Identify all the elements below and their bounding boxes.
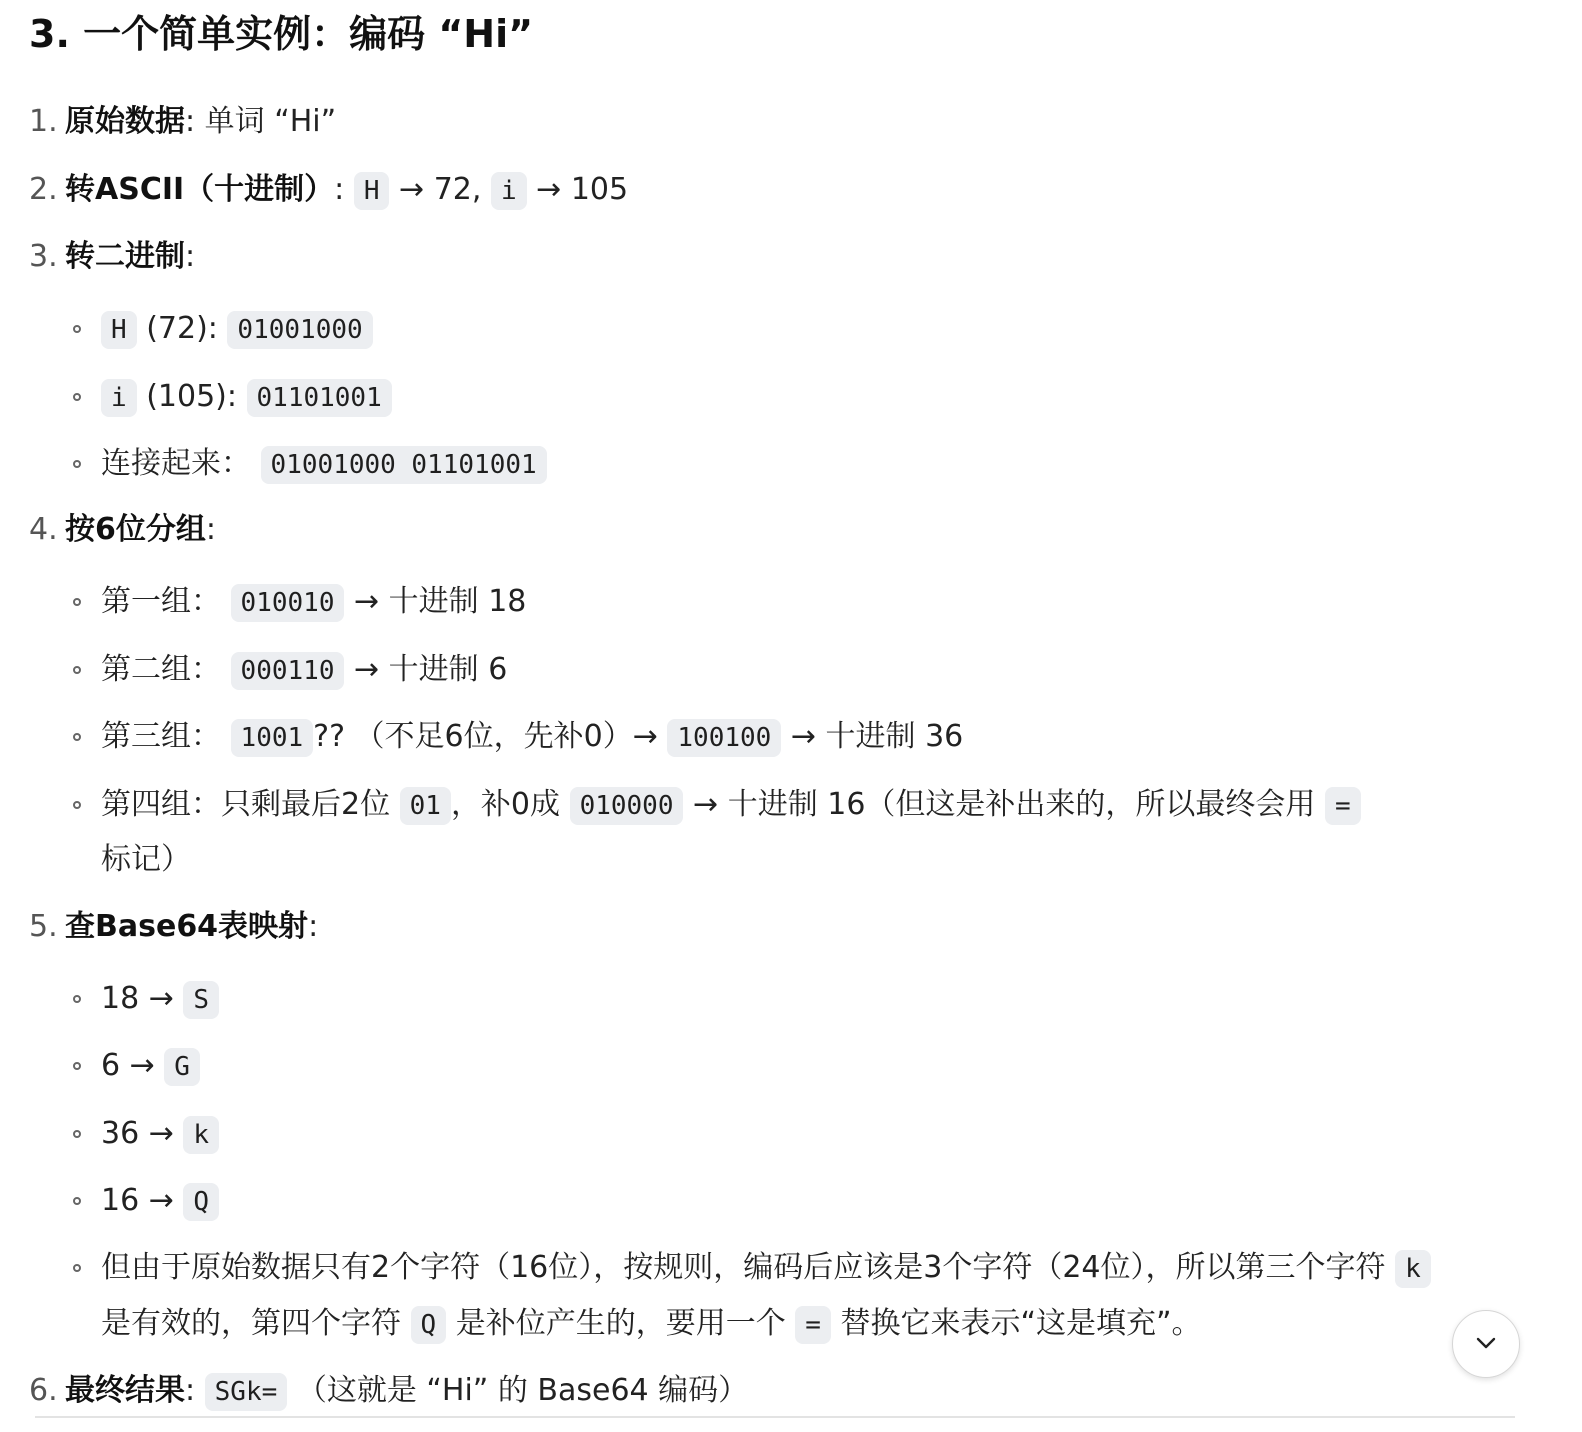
list-item xyxy=(101,785,1361,826)
list-item xyxy=(101,309,373,350)
item-text: 16 → xyxy=(101,1183,184,1218)
bullet-icon xyxy=(73,598,81,606)
bullet-icon xyxy=(73,995,81,1003)
list-item xyxy=(101,1248,1431,1289)
list-item xyxy=(101,444,547,485)
scroll-to-bottom-button[interactable] xyxy=(1452,1310,1520,1378)
list-item xyxy=(101,1046,200,1087)
step-label: 最终结果 xyxy=(65,1373,185,1408)
item-text: 标记） xyxy=(101,842,191,877)
list-item-continuation xyxy=(101,840,191,880)
separator: : xyxy=(185,104,205,139)
item-text: → 十进制 16（但这是补出来的，所以最终会用 xyxy=(683,787,1325,822)
list-item xyxy=(101,979,219,1020)
code-inline: k xyxy=(1395,1250,1431,1288)
item-text: 是有效的，第四个字符 xyxy=(101,1306,411,1341)
step-label: 按6位分组 xyxy=(65,512,206,547)
step-label: 查Base64表映射 xyxy=(65,909,309,944)
bullet-icon xyxy=(73,733,81,741)
code-inline: i xyxy=(101,379,137,417)
code-inline: 010000 xyxy=(570,787,684,825)
item-text: → 十进制 18 xyxy=(344,584,527,619)
bullet-icon xyxy=(73,460,81,468)
code-inline: 01001000 xyxy=(227,311,372,349)
list-item xyxy=(101,582,526,623)
list-item-continuation xyxy=(101,1304,1202,1345)
item-text: 36 → xyxy=(101,1116,184,1151)
step-label: 转ASCII（十进制） xyxy=(65,172,335,207)
section-heading: 3. 一个简单实例：编码 “Hi” xyxy=(29,12,534,56)
item-text: 第三组： xyxy=(101,719,231,754)
code-inline: 01101001 xyxy=(247,379,392,417)
code-inline: 000110 xyxy=(231,652,345,690)
divider xyxy=(35,1416,1515,1418)
bullet-icon xyxy=(73,393,81,401)
code-inline: = xyxy=(795,1306,831,1344)
code-inline: 1001 xyxy=(231,719,314,757)
code-inline: 01 xyxy=(400,787,451,825)
bullet-icon xyxy=(73,666,81,674)
code-inline: k xyxy=(183,1116,219,1154)
code-inline: SGk= xyxy=(205,1373,288,1411)
step-text: → 72, xyxy=(389,172,491,207)
list-item xyxy=(101,650,507,691)
bullet-icon xyxy=(73,801,81,809)
step-5 xyxy=(29,907,318,947)
list-number: 1. xyxy=(29,104,58,139)
bullet-icon xyxy=(73,1130,81,1138)
list-item xyxy=(101,717,963,758)
step-6 xyxy=(29,1371,748,1412)
list-number: 2. xyxy=(29,172,58,207)
item-text: ，补0成 xyxy=(450,787,570,822)
separator: : xyxy=(334,172,354,207)
item-text: 但由于原始数据只有2个字符（16位），按规则，编码后应该是3个字符（24位），所以第三个字符 xyxy=(101,1250,1396,1285)
step-label: 转二进制 xyxy=(65,239,185,274)
item-text: 6 → xyxy=(101,1048,165,1083)
chevron-down-icon xyxy=(1475,1335,1497,1354)
item-text: (105): xyxy=(136,379,247,414)
item-text: 连接起来： xyxy=(101,446,261,481)
step-4 xyxy=(29,510,216,550)
code-inline: 01001000 01101001 xyxy=(261,446,547,484)
separator: : xyxy=(185,239,196,274)
list-number: 6. xyxy=(29,1373,58,1408)
list-number: 5. xyxy=(29,909,58,944)
item-text: → 十进制 36 xyxy=(781,719,964,754)
step-label: 原始数据 xyxy=(65,104,185,139)
item-text: 18 → xyxy=(101,981,184,1016)
code-inline: Q xyxy=(183,1183,219,1221)
step-text: （这就是 “Hi” 的 Base64 编码） xyxy=(287,1373,749,1408)
code-inline: i xyxy=(491,172,527,210)
item-text: 第一组： xyxy=(101,584,231,619)
separator: : xyxy=(185,1373,205,1408)
item-text: 是补位产生的，要用一个 xyxy=(446,1306,796,1341)
step-text: 单词 “Hi” xyxy=(204,104,337,139)
list-item xyxy=(101,377,392,418)
item-text: 替换它来表示“这是填充”。 xyxy=(830,1306,1202,1341)
separator: : xyxy=(308,909,319,944)
step-text: → 105 xyxy=(526,172,629,207)
list-item xyxy=(101,1181,219,1222)
list-number: 4. xyxy=(29,512,58,547)
item-text: → 十进制 6 xyxy=(344,652,508,687)
code-inline: 100100 xyxy=(667,719,781,757)
step-1 xyxy=(29,102,336,142)
bullet-icon xyxy=(73,1062,81,1070)
bullet-icon xyxy=(73,1264,81,1272)
code-inline: Q xyxy=(411,1306,447,1344)
code-inline: H xyxy=(354,172,390,210)
list-number: 3. xyxy=(29,239,58,274)
item-text: 第二组： xyxy=(101,652,231,687)
item-text: (72): xyxy=(136,311,228,346)
bullet-icon xyxy=(73,1197,81,1205)
item-text: 第四组：只剩最后2位 xyxy=(101,787,400,822)
list-item xyxy=(101,1114,219,1155)
item-text: ?? （不足6位，先补0）→ xyxy=(313,719,668,754)
code-inline: G xyxy=(164,1048,200,1086)
step-2 xyxy=(29,170,628,211)
code-inline: = xyxy=(1325,787,1361,825)
code-inline: 010010 xyxy=(231,584,345,622)
code-inline: S xyxy=(183,981,219,1019)
step-3 xyxy=(29,237,195,277)
bullet-icon xyxy=(73,325,81,333)
separator: : xyxy=(205,512,216,547)
code-inline: H xyxy=(101,311,137,349)
